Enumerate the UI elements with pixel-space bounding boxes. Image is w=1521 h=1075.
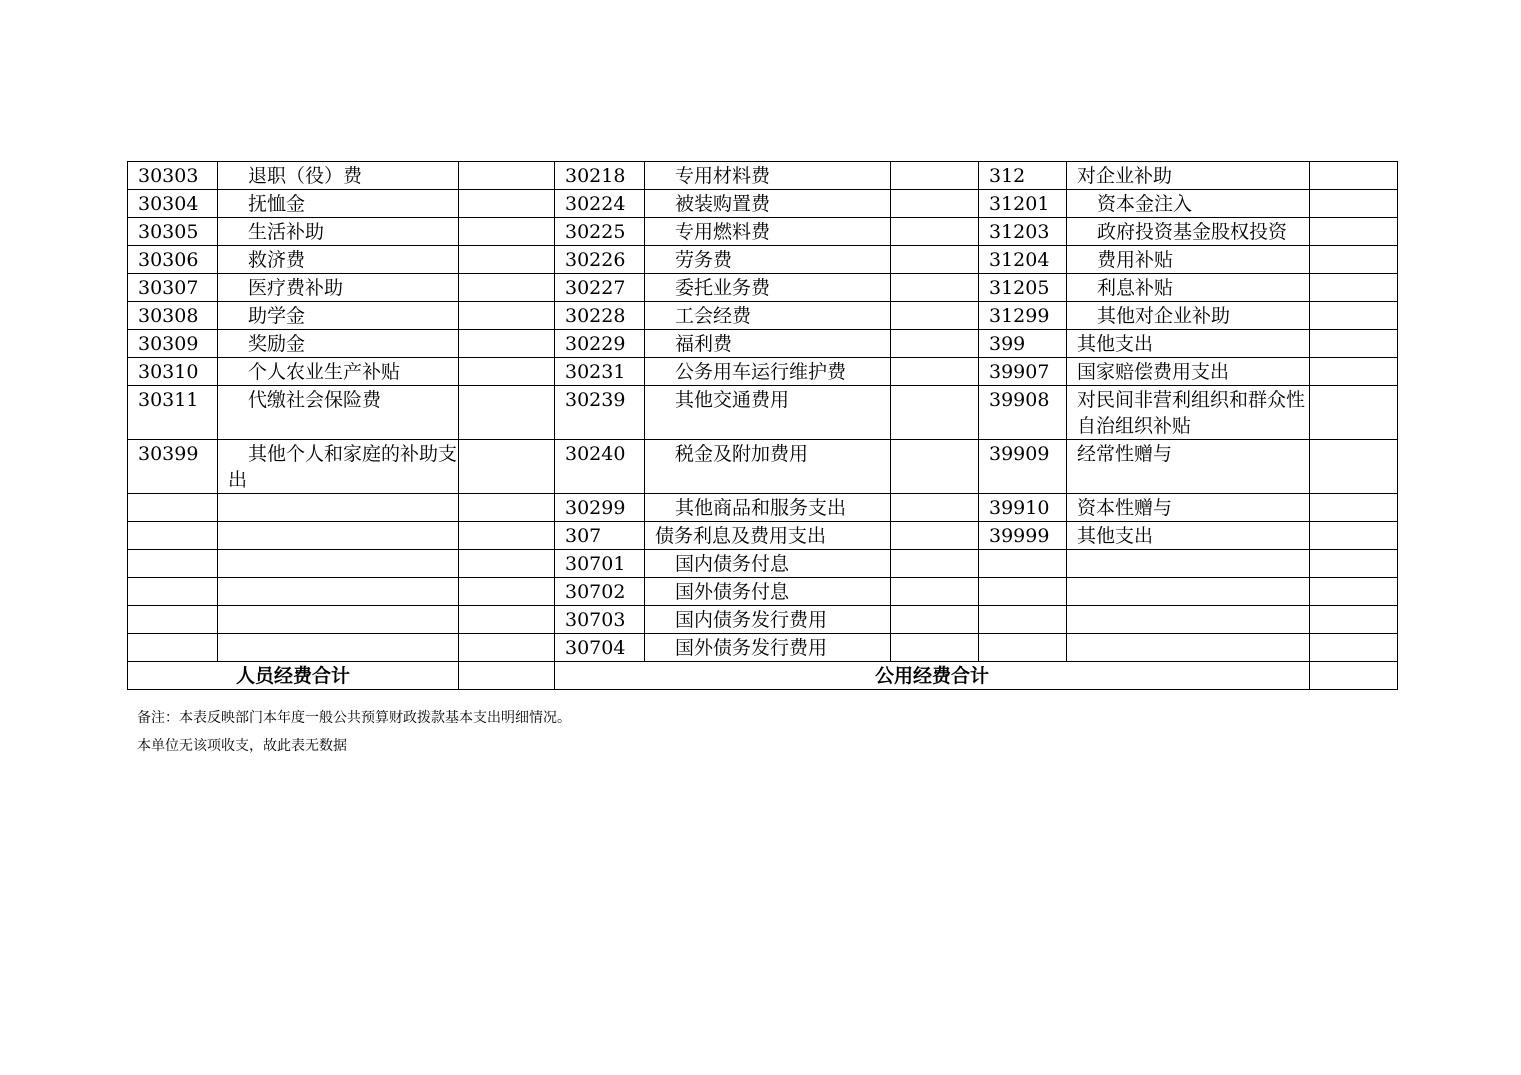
cell-name-2: 国外债务发行费用 [645, 634, 891, 662]
cell-name-3 [1067, 606, 1310, 634]
cell-amount-2 [891, 358, 979, 386]
cell-amount-3 [1310, 634, 1398, 662]
cell-code-3: 39908 [979, 386, 1067, 440]
table-row [128, 606, 1398, 634]
cell-amount-1 [459, 634, 555, 662]
cell-amount-2 [891, 386, 979, 440]
cell-amount-3 [1310, 386, 1398, 440]
cell-code-1 [128, 606, 218, 634]
cell-name-2: 债务利息及费用支出 [645, 522, 891, 550]
cell-code-3: 39909 [979, 440, 1067, 494]
cell-code-1: 30311 [128, 386, 218, 440]
remark-note: 备注：本表反映部门本年度一般公共预算财政拨款基本支出明细情况。 [137, 710, 571, 726]
cell-name-3: 其他支出 [1067, 330, 1310, 358]
table-row [128, 522, 1398, 550]
cell-amount-2 [891, 578, 979, 606]
cell-name-2: 劳务费 [645, 246, 891, 274]
cell-amount-2 [891, 190, 979, 218]
cell-code-2: 30704 [555, 634, 645, 662]
table-body [128, 162, 1398, 662]
cell-amount-3 [1310, 162, 1398, 190]
cell-name-1 [218, 606, 459, 634]
cell-name-1: 代缴社会保险费 [218, 386, 459, 440]
cell-name-1: 其他个人和家庭的补助支出 [218, 440, 459, 494]
cell-code-3 [979, 578, 1067, 606]
cell-code-1: 30308 [128, 302, 218, 330]
cell-code-1: 30399 [128, 440, 218, 494]
cell-amount-2 [891, 550, 979, 578]
cell-name-3: 对民间非营利组织和群众性自治组织补贴 [1067, 386, 1310, 440]
cell-code-2: 30228 [555, 302, 645, 330]
cell-code-3: 31204 [979, 246, 1067, 274]
table-row [128, 386, 1398, 440]
cell-name-2: 被装购置费 [645, 190, 891, 218]
cell-amount-3 [1310, 246, 1398, 274]
personnel-total-amount [459, 662, 555, 690]
cell-code-1: 30307 [128, 274, 218, 302]
cell-amount-1 [459, 246, 555, 274]
cell-code-1: 30303 [128, 162, 218, 190]
table-row [128, 550, 1398, 578]
cell-amount-2 [891, 440, 979, 494]
cell-amount-2 [891, 522, 979, 550]
cell-code-1 [128, 578, 218, 606]
cell-code-2: 30239 [555, 386, 645, 440]
cell-amount-2 [891, 302, 979, 330]
cell-code-3: 39910 [979, 494, 1067, 522]
cell-code-3: 31299 [979, 302, 1067, 330]
cell-code-3 [979, 606, 1067, 634]
cell-name-3: 对企业补助 [1067, 162, 1310, 190]
table-row [128, 218, 1398, 246]
cell-amount-2 [891, 606, 979, 634]
cell-name-2: 专用材料费 [645, 162, 891, 190]
table-row [128, 190, 1398, 218]
cell-name-1: 抚恤金 [218, 190, 459, 218]
table-row [128, 578, 1398, 606]
cell-amount-3 [1310, 274, 1398, 302]
cell-name-3: 利息补贴 [1067, 274, 1310, 302]
cell-amount-3 [1310, 218, 1398, 246]
cell-code-3: 312 [979, 162, 1067, 190]
cell-code-2: 30703 [555, 606, 645, 634]
table-row [128, 246, 1398, 274]
cell-amount-1 [459, 218, 555, 246]
cell-amount-2 [891, 162, 979, 190]
cell-amount-1 [459, 330, 555, 358]
cell-code-1 [128, 634, 218, 662]
cell-code-2: 30229 [555, 330, 645, 358]
cell-amount-3 [1310, 578, 1398, 606]
cell-name-3: 费用补贴 [1067, 246, 1310, 274]
cell-name-1: 生活补助 [218, 218, 459, 246]
cell-amount-2 [891, 218, 979, 246]
cell-code-3 [979, 550, 1067, 578]
cell-code-1: 30304 [128, 190, 218, 218]
cell-code-2: 30225 [555, 218, 645, 246]
cell-code-2: 30702 [555, 578, 645, 606]
cell-name-2: 委托业务费 [645, 274, 891, 302]
cell-amount-1 [459, 606, 555, 634]
table-row [128, 330, 1398, 358]
cell-code-3: 31205 [979, 274, 1067, 302]
cell-code-1: 30305 [128, 218, 218, 246]
cell-code-3: 39907 [979, 358, 1067, 386]
cell-name-1: 医疗费补助 [218, 274, 459, 302]
public-total-label: 公用经费合计 [555, 662, 1310, 690]
cell-amount-2 [891, 274, 979, 302]
cell-name-1 [218, 550, 459, 578]
cell-name-2: 福利费 [645, 330, 891, 358]
cell-name-2: 其他交通费用 [645, 386, 891, 440]
table-row [128, 274, 1398, 302]
public-total-amount [1310, 662, 1398, 690]
cell-name-1: 救济费 [218, 246, 459, 274]
cell-name-1: 退职（役）费 [218, 162, 459, 190]
cell-code-2: 30226 [555, 246, 645, 274]
cell-code-3: 39999 [979, 522, 1067, 550]
cell-amount-1 [459, 522, 555, 550]
cell-code-2: 307 [555, 522, 645, 550]
cell-name-3: 政府投资基金股权投资 [1067, 218, 1310, 246]
cell-name-3: 国家赔偿费用支出 [1067, 358, 1310, 386]
cell-amount-3 [1310, 606, 1398, 634]
cell-code-1: 30306 [128, 246, 218, 274]
cell-amount-1 [459, 274, 555, 302]
no-data-note: 本单位无该项收支，故此表无数据 [137, 738, 347, 754]
cell-amount-1 [459, 386, 555, 440]
cell-name-1: 个人农业生产补贴 [218, 358, 459, 386]
cell-amount-1 [459, 494, 555, 522]
cell-amount-3 [1310, 440, 1398, 494]
table-row [128, 162, 1398, 190]
cell-name-2: 其他商品和服务支出 [645, 494, 891, 522]
cell-name-3 [1067, 634, 1310, 662]
cell-name-3 [1067, 578, 1310, 606]
cell-name-2: 税金及附加费用 [645, 440, 891, 494]
cell-name-3 [1067, 550, 1310, 578]
cell-code-3 [979, 634, 1067, 662]
totals-row [128, 662, 1398, 690]
cell-amount-3 [1310, 358, 1398, 386]
cell-amount-3 [1310, 522, 1398, 550]
cell-name-2: 国内债务付息 [645, 550, 891, 578]
cell-amount-3 [1310, 302, 1398, 330]
cell-amount-1 [459, 440, 555, 494]
table-row [128, 494, 1398, 522]
cell-code-1 [128, 550, 218, 578]
cell-name-2: 国外债务付息 [645, 578, 891, 606]
cell-amount-3 [1310, 190, 1398, 218]
cell-amount-2 [891, 330, 979, 358]
table-row [128, 302, 1398, 330]
cell-code-2: 30701 [555, 550, 645, 578]
cell-name-3: 资本金注入 [1067, 190, 1310, 218]
cell-name-1 [218, 494, 459, 522]
table-row [128, 358, 1398, 386]
cell-amount-3 [1310, 550, 1398, 578]
cell-name-1: 奖励金 [218, 330, 459, 358]
cell-name-3: 资本性赠与 [1067, 494, 1310, 522]
cell-amount-3 [1310, 330, 1398, 358]
cell-name-3: 经常性赠与 [1067, 440, 1310, 494]
cell-code-3: 31201 [979, 190, 1067, 218]
cell-code-3: 399 [979, 330, 1067, 358]
personnel-total-label: 人员经费合计 [128, 662, 459, 690]
cell-code-1: 30309 [128, 330, 218, 358]
cell-code-2: 30227 [555, 274, 645, 302]
cell-amount-1 [459, 302, 555, 330]
cell-amount-1 [459, 190, 555, 218]
cell-code-3: 31203 [979, 218, 1067, 246]
cell-amount-2 [891, 494, 979, 522]
cell-amount-2 [891, 634, 979, 662]
cell-amount-3 [1310, 494, 1398, 522]
cell-name-2: 公务用车运行维护费 [645, 358, 891, 386]
cell-code-1 [128, 494, 218, 522]
expenditure-detail-table [127, 161, 1398, 690]
cell-code-2: 30218 [555, 162, 645, 190]
cell-code-2: 30299 [555, 494, 645, 522]
cell-name-2: 专用燃料费 [645, 218, 891, 246]
cell-amount-1 [459, 550, 555, 578]
cell-amount-1 [459, 578, 555, 606]
cell-amount-1 [459, 162, 555, 190]
table-row [128, 634, 1398, 662]
cell-code-2: 30231 [555, 358, 645, 386]
cell-code-2: 30224 [555, 190, 645, 218]
cell-name-2: 国内债务发行费用 [645, 606, 891, 634]
cell-name-1 [218, 634, 459, 662]
cell-name-1 [218, 522, 459, 550]
cell-code-1: 30310 [128, 358, 218, 386]
cell-name-3: 其他支出 [1067, 522, 1310, 550]
cell-name-1 [218, 578, 459, 606]
cell-name-1: 助学金 [218, 302, 459, 330]
cell-amount-2 [891, 246, 979, 274]
cell-amount-1 [459, 358, 555, 386]
cell-code-2: 30240 [555, 440, 645, 494]
cell-code-1 [128, 522, 218, 550]
cell-name-3: 其他对企业补助 [1067, 302, 1310, 330]
cell-name-2: 工会经费 [645, 302, 891, 330]
table-row [128, 440, 1398, 494]
